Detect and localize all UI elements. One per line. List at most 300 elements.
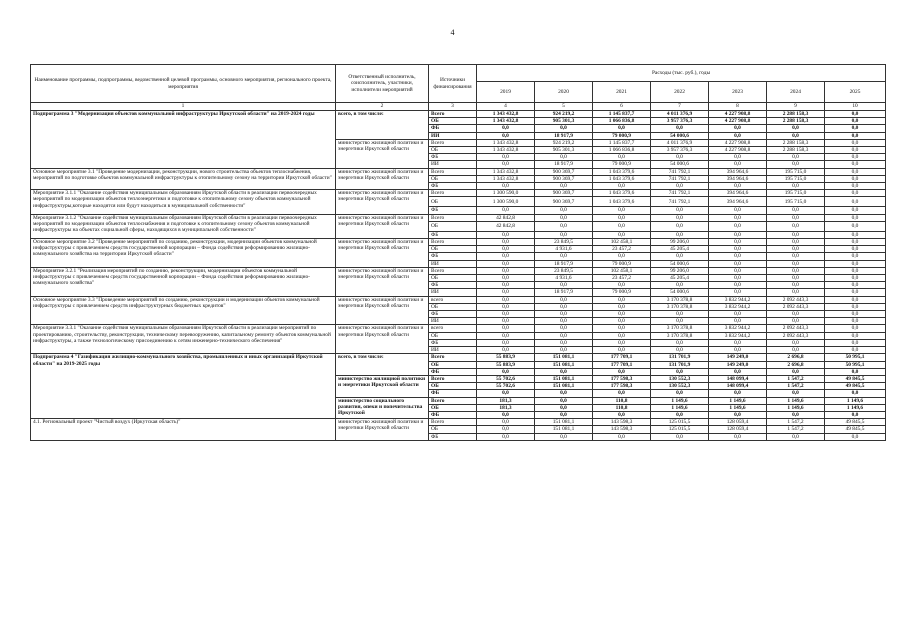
executor-name: всего, в том числе:: [336, 354, 429, 376]
expense-value: 0,0: [477, 246, 535, 253]
executor-name: министерство жилищной политики и энергетики Иркутской области: [336, 239, 429, 268]
expense-value: 1 300 590,0: [477, 190, 535, 197]
expense-value: 2 696,8: [767, 361, 825, 368]
expense-value: 905 301,3: [535, 118, 593, 125]
expense-value: 0,0: [709, 267, 767, 274]
expense-value: 128 059,4: [709, 419, 767, 426]
expense-value: 0,0: [477, 390, 535, 397]
expense-value: 1 066 836,8: [593, 147, 651, 154]
executor-name: министерство жилищной политики и энергетики Иркутской области: [336, 375, 429, 397]
expense-value: 102 458,1: [593, 267, 651, 274]
funding-source: ОБ: [429, 383, 477, 390]
expense-value: 900 369,7: [535, 190, 593, 197]
table-row: [31, 354, 886, 361]
expense-value: 0,0: [651, 125, 709, 132]
funding-source: ФБ: [429, 154, 477, 161]
column-number: 8: [709, 103, 767, 111]
expense-value: 3 957 376,3: [651, 147, 709, 154]
funding-source: Всего: [429, 375, 477, 382]
expense-value: 0,0: [651, 282, 709, 289]
expense-value: 0,0: [709, 289, 767, 296]
expense-value: 0,0: [593, 183, 651, 190]
expense-value: 1 149,6: [825, 404, 886, 411]
expense-value: 0,0: [535, 325, 593, 332]
expense-value: 0,0: [825, 190, 886, 197]
expense-value: 3 832 944,2: [709, 325, 767, 332]
expense-value: 0,0: [651, 339, 709, 346]
expense-value: 900 369,7: [535, 168, 593, 175]
expense-value: 0,0: [535, 339, 593, 346]
expense-value: 2 288 158,3: [767, 147, 825, 154]
funding-source: ФБ: [429, 390, 477, 397]
expense-value: 0,0: [535, 404, 593, 411]
expense-value: 0,0: [593, 411, 651, 418]
expense-value: 0,0: [477, 207, 535, 214]
funding-source: ФБ: [429, 183, 477, 190]
program-name: Подпрограмма 4 "Газификация жилищно-коммунального хозяйства, промышленных и иных организаций Иркутской области" на 2019-2025 годы: [31, 354, 336, 419]
expense-value: 49 845,5: [825, 419, 886, 426]
header-year: 2024: [767, 82, 825, 103]
expense-value: 0,0: [477, 161, 535, 168]
expense-value: 177 598,3: [593, 383, 651, 390]
funding-source: ИИ: [429, 161, 477, 168]
expense-value: 54 000,6: [651, 289, 709, 296]
expense-value: 0,0: [651, 368, 709, 375]
expense-value: 0,0: [593, 390, 651, 397]
executor-name: министерство жилищной политики и энергетики Иркутской области: [336, 325, 429, 354]
expense-value: 0,0: [477, 339, 535, 346]
expense-value: 4 227 908,8: [709, 139, 767, 146]
expense-value: 79 000,9: [593, 260, 651, 267]
expense-value: 0,0: [709, 368, 767, 375]
expense-value: 23 849,5: [535, 267, 593, 274]
expense-value: 0,0: [709, 246, 767, 253]
column-number: 5: [535, 103, 593, 111]
funding-source: ОБ: [429, 303, 477, 310]
expense-value: 3 957 376,3: [651, 118, 709, 125]
expense-value: 4 227 908,8: [709, 147, 767, 154]
expense-value: 23 457,2: [593, 246, 651, 253]
expense-value: 0,0: [709, 214, 767, 221]
expense-value: 0,0: [709, 183, 767, 190]
expense-value: 0,0: [825, 411, 886, 418]
program-name: Подпрограмма 3 "Модернизация объектов коммунальной инфраструктуры Иркутской области" на 2019-2024 годы: [31, 111, 336, 169]
expense-value: 0,0: [709, 231, 767, 238]
expense-value: 3 170 378,8: [651, 325, 709, 332]
expense-value: 3 170 378,8: [651, 303, 709, 310]
expense-value: 1 043 379,6: [593, 197, 651, 207]
funding-source: ФБ: [429, 207, 477, 214]
expense-value: 0,0: [767, 275, 825, 282]
expense-value: 42 842,8: [477, 214, 535, 221]
expense-value: 0,0: [767, 318, 825, 325]
funding-source: Всего: [429, 139, 477, 146]
expense-value: 924 219,2: [535, 111, 593, 118]
funding-source: Всего: [429, 419, 477, 426]
expense-value: 0,0: [651, 253, 709, 260]
expense-value: 1 547,2: [767, 426, 825, 433]
expense-value: 2 092 443,3: [767, 332, 825, 339]
expense-value: 0,0: [477, 296, 535, 303]
expense-value: 0,0: [535, 390, 593, 397]
funding-source: ОБ: [429, 404, 477, 411]
expense-value: 1 547,2: [767, 375, 825, 382]
expense-value: 0,0: [477, 303, 535, 310]
executor-name: министерство жилищной политики и энергетики Иркутской области: [336, 139, 429, 168]
expense-value: 0,0: [593, 325, 651, 332]
funding-source: Всего: [429, 168, 477, 175]
funding-source: ФБ: [429, 368, 477, 375]
table-row: [31, 111, 886, 118]
program-name: Мероприятие 3.3.1 "Оказание содействия муниципальным образованиям Иркутской области в реализации мероприятий по проектированию, строительству, реконструкции, техническому перевооружению, капитальному ремонту объектов коммунальной инфраструктуры, а также технологическому присоединению к сетям инженерно-технического обеспечения": [31, 325, 336, 354]
expense-value: 131 701,9: [651, 361, 709, 368]
expense-value: 4 011 376,9: [651, 139, 709, 146]
table-row: [31, 419, 886, 426]
expense-value: 49 845,5: [825, 383, 886, 390]
expense-value: 0,0: [767, 411, 825, 418]
funding-source: ФБ: [429, 433, 477, 440]
expense-value: 195 715,0: [767, 175, 825, 182]
expense-value: 143 598,3: [593, 419, 651, 426]
expense-value: 0,0: [825, 390, 886, 397]
expense-value: 0,0: [767, 390, 825, 397]
expense-value: 3 832 944,2: [709, 303, 767, 310]
page-number: 4: [450, 28, 455, 37]
expense-value: 0,0: [477, 239, 535, 246]
program-name: Мероприятие 3.1.1 "Оказание содействия муниципальным образованиям Иркутской области в реализации первоочередных мероприятий по модернизации объектов теплоэнергетики и подготовке к отопительному сезону объектов коммунальной инфраструктуры,которые находятся или будут находиться в муниципальной собственности": [31, 190, 336, 214]
expense-value: 0,0: [825, 347, 886, 354]
expense-value: 0,0: [651, 311, 709, 318]
header-name: Наименование программы, подпрограммы, ведомственной целевой программы, основного мероприятия, регионального проекта, мероприятия: [31, 65, 336, 103]
expense-value: 0,0: [825, 253, 886, 260]
expense-value: 0,0: [477, 267, 535, 274]
expense-value: 49 845,5: [825, 426, 886, 433]
funding-source: ОБ: [429, 275, 477, 282]
expense-value: 0,0: [593, 303, 651, 310]
expense-value: 0,0: [477, 231, 535, 238]
funding-source: ФБ: [429, 282, 477, 289]
expense-value: 394 964,6: [709, 168, 767, 175]
funding-source: ФБ: [429, 231, 477, 238]
expense-value: 195 715,0: [767, 190, 825, 197]
expense-value: 0,0: [709, 390, 767, 397]
expense-value: 0,0: [535, 253, 593, 260]
expense-value: 23 849,5: [535, 239, 593, 246]
expense-value: 0,0: [709, 318, 767, 325]
expense-value: 151 081,1: [535, 361, 593, 368]
expense-value: 1 149,6: [709, 397, 767, 404]
expense-value: 0,0: [825, 325, 886, 332]
expense-value: 0,0: [709, 253, 767, 260]
expense-value: 0,0: [767, 246, 825, 253]
expense-value: 0,0: [825, 147, 886, 154]
expense-value: 151 081,1: [535, 426, 593, 433]
expense-value: 394 964,6: [709, 190, 767, 197]
expense-value: 0,0: [825, 246, 886, 253]
expense-value: 177 598,3: [593, 375, 651, 382]
expense-value: 0,0: [825, 303, 886, 310]
expense-value: 151 081,1: [535, 354, 593, 361]
expense-value: 0,0: [477, 253, 535, 260]
expense-value: 0,0: [709, 339, 767, 346]
expense-value: 0,0: [593, 296, 651, 303]
expense-value: 1 343 432,8: [477, 111, 535, 118]
expense-value: 2 288 158,3: [767, 118, 825, 125]
expense-value: 18 917,9: [535, 260, 593, 267]
expense-value: 741 792,1: [651, 175, 709, 182]
expense-value: 0,0: [825, 132, 886, 139]
expense-value: 0,0: [593, 339, 651, 346]
expense-value: 0,0: [593, 154, 651, 161]
expense-value: 148 099,4: [709, 375, 767, 382]
funding-source: ОБ: [429, 197, 477, 207]
funding-source: Всего: [429, 214, 477, 221]
expense-value: 0,0: [535, 125, 593, 132]
expense-value: 741 792,1: [651, 197, 709, 207]
expense-value: 0,0: [477, 332, 535, 339]
funding-source: ОБ: [429, 221, 477, 231]
funding-source: Всего: [429, 111, 477, 118]
expense-value: 0,0: [825, 111, 886, 118]
expense-value: 1 343 432,8: [477, 118, 535, 125]
expense-value: 0,0: [535, 303, 593, 310]
expense-value: 0,0: [709, 207, 767, 214]
expense-value: 0,0: [825, 339, 886, 346]
expense-value: 0,0: [767, 433, 825, 440]
expense-value: 54 000,6: [651, 161, 709, 168]
program-name: Мероприятие 3.2.1 "Реализация мероприятий по созданию, реконструкции, модернизации объектов коммунальной инфраструктуры с привлечением средств государственной корпорации – Фонда содействия реформированию жилищно-коммунального хозяйства": [31, 267, 336, 296]
expense-value: 54 000,6: [651, 260, 709, 267]
expense-value: 0,0: [767, 282, 825, 289]
header-year: 2021: [593, 82, 651, 103]
header-year: 2019: [477, 82, 535, 103]
table-row: [31, 214, 886, 221]
expense-value: 0,0: [535, 154, 593, 161]
expense-value: 3 170 378,8: [651, 332, 709, 339]
expense-value: 4 931,6: [535, 246, 593, 253]
column-number: 3: [429, 103, 477, 111]
expense-value: 0,0: [825, 139, 886, 146]
expense-value: 177 709,1: [593, 354, 651, 361]
expense-value: 0,0: [535, 221, 593, 231]
column-number: 2: [336, 103, 429, 111]
funding-source: ОБ: [429, 332, 477, 339]
expense-value: 1 043 379,6: [593, 175, 651, 182]
expense-value: 0,0: [477, 125, 535, 132]
funding-source: Всего: [429, 239, 477, 246]
expense-value: 181,3: [477, 404, 535, 411]
expense-value: 0,0: [825, 207, 886, 214]
expense-value: 0,0: [477, 325, 535, 332]
expense-value: 3 170 378,8: [651, 296, 709, 303]
expense-value: 741 792,1: [651, 168, 709, 175]
expense-value: 55 883,9: [477, 354, 535, 361]
funding-source: ОБ: [429, 175, 477, 182]
funding-source: ИИ: [429, 347, 477, 354]
expense-value: 45 205,4: [651, 246, 709, 253]
expense-value: 0,0: [535, 214, 593, 221]
expense-value: 0,0: [709, 239, 767, 246]
expense-value: 0,0: [593, 318, 651, 325]
expense-value: 0,0: [535, 318, 593, 325]
expense-value: 0,0: [825, 239, 886, 246]
funding-source: ОБ: [429, 118, 477, 125]
executor-name: всего, в том числе:: [336, 111, 429, 140]
expense-value: 0,0: [593, 214, 651, 221]
expense-value: 0,0: [651, 347, 709, 354]
expense-value: 18 917,9: [535, 289, 593, 296]
expense-value: 149 249,0: [709, 361, 767, 368]
expense-value: 0,0: [651, 433, 709, 440]
expense-value: 2 092 443,3: [767, 303, 825, 310]
expense-value: 0,0: [477, 426, 535, 433]
expense-value: 0,0: [825, 311, 886, 318]
expense-value: 1 547,2: [767, 419, 825, 426]
funding-source: ФБ: [429, 339, 477, 346]
funding-source: ИИ: [429, 132, 477, 139]
expense-value: 0,0: [709, 347, 767, 354]
expense-value: 55 883,9: [477, 361, 535, 368]
expense-value: 0,0: [651, 214, 709, 221]
expense-value: 0,0: [535, 332, 593, 339]
funding-source: Всего: [429, 397, 477, 404]
expense-value: 45 205,4: [651, 275, 709, 282]
expense-value: 0,0: [825, 260, 886, 267]
expense-value: 0,0: [767, 161, 825, 168]
expense-value: 0,0: [709, 282, 767, 289]
expense-value: 0,0: [535, 207, 593, 214]
expense-value: 0,0: [709, 433, 767, 440]
expense-value: 0,0: [825, 282, 886, 289]
executor-name: министерство жилищной политики и энергетики Иркутской области: [336, 168, 429, 190]
expense-value: 0,0: [767, 125, 825, 132]
funding-source: ОБ: [429, 246, 477, 253]
expense-value: 0,0: [593, 347, 651, 354]
table-row: [31, 190, 886, 197]
table-row: [31, 168, 886, 175]
expense-value: 1 145 837,7: [593, 139, 651, 146]
column-number: 9: [767, 103, 825, 111]
expense-value: 0,0: [709, 260, 767, 267]
expense-value: 0,0: [767, 239, 825, 246]
expense-value: 149 249,0: [709, 354, 767, 361]
expense-value: 4 011 376,9: [651, 111, 709, 118]
expense-value: 0,0: [767, 368, 825, 375]
expense-value: 0,0: [825, 433, 886, 440]
expense-value: 0,0: [825, 296, 886, 303]
column-number: 7: [651, 103, 709, 111]
header-year: 2025: [825, 82, 886, 103]
expense-value: 177 709,1: [593, 361, 651, 368]
expense-value: 102 458,1: [593, 239, 651, 246]
expense-value: 0,0: [767, 260, 825, 267]
expense-value: 0,0: [825, 267, 886, 274]
expense-value: 0,0: [825, 161, 886, 168]
expense-value: 151 081,1: [535, 375, 593, 382]
funding-source: всего: [429, 325, 477, 332]
expense-value: 0,0: [593, 125, 651, 132]
expense-value: 110,8: [593, 397, 651, 404]
expense-value: 0,0: [709, 311, 767, 318]
expense-value: 0,0: [709, 161, 767, 168]
funding-source: ИИ: [429, 318, 477, 325]
funding-source: ИИ: [429, 260, 477, 267]
column-number: 1: [31, 103, 336, 111]
funding-source: ФБ: [429, 253, 477, 260]
expense-value: 0,0: [767, 183, 825, 190]
expense-value: 0,0: [477, 368, 535, 375]
expense-value: 1 066 836,8: [593, 118, 651, 125]
program-name: Мероприятие 3.1.2 "Оказание содействия муниципальным образованиям Иркутской области в реализации первоочередных мероприятий по модернизации объектов теплоснабжения и подготовке к отопительному сезону объектов коммунальной инфраструктуры на объектах социальной сферы, находящихся в муниципальной собственности": [31, 214, 336, 238]
expense-value: 0,0: [651, 183, 709, 190]
expense-value: 0,0: [709, 275, 767, 282]
expense-value: 54 000,6: [651, 132, 709, 139]
expense-value: 0,0: [709, 125, 767, 132]
expense-value: 0,0: [767, 154, 825, 161]
expense-value: 0,0: [825, 183, 886, 190]
program-name: 4.1. Региональный проект "Чистый воздух (Иркутская область)": [31, 419, 336, 441]
expense-value: 128 059,4: [709, 426, 767, 433]
funding-source: ОБ: [429, 361, 477, 368]
expense-value: 1 149,6: [709, 404, 767, 411]
expense-value: 0,0: [651, 411, 709, 418]
expense-value: 0,0: [593, 253, 651, 260]
expense-value: 0,0: [593, 231, 651, 238]
expense-value: 0,0: [825, 214, 886, 221]
expense-value: 0,0: [535, 411, 593, 418]
funding-source: ОБ: [429, 426, 477, 433]
expense-value: 195 715,0: [767, 197, 825, 207]
expense-value: 900 369,7: [535, 197, 593, 207]
column-number: 4: [477, 103, 535, 111]
funding-source: ФБ: [429, 411, 477, 418]
program-name: Основное мероприятие 3.2 "Проведение мероприятий по созданию, реконструкции, модернизации объектов коммунальной инфраструктуры с привлечением средств государственной корпорации – Фонда содействия реформированию жилищно-коммунального хозяйства на территории Иркутской области": [31, 239, 336, 268]
expense-value: 0,0: [651, 207, 709, 214]
expense-value: 3 832 944,2: [709, 332, 767, 339]
executor-name: министерство жилищной политики и энергетики Иркутской области: [336, 296, 429, 325]
expense-value: 0,0: [825, 175, 886, 182]
table-row: [31, 325, 886, 332]
expense-value: 0,0: [593, 311, 651, 318]
expense-value: 0,0: [477, 433, 535, 440]
header-executor: Ответственный исполнитель, соисполнитель, участники, исполнители мероприятий: [336, 65, 429, 103]
expense-value: 151 081,1: [535, 419, 593, 426]
program-name: Основное мероприятие 3.3 "Проведение мероприятий по созданию, реконструкции и модернизации объектов коммунальной инфраструктуры с привлечением средств инфраструктурных бюджетных кредитов": [31, 296, 336, 325]
expense-value: 50 995,1: [825, 361, 886, 368]
expense-value: 1 547,2: [767, 383, 825, 390]
expense-value: 0,0: [593, 221, 651, 231]
expense-value: 0,0: [477, 275, 535, 282]
expense-value: 0,0: [477, 347, 535, 354]
header-expenses: Расходы (тыс. руб.), годы: [477, 65, 886, 82]
expense-value: 1 149,6: [651, 397, 709, 404]
funding-source: ИИ: [429, 289, 477, 296]
expense-value: 905 301,3: [535, 147, 593, 154]
expense-value: 0,0: [709, 221, 767, 231]
expense-value: 0,0: [535, 368, 593, 375]
expense-value: 4 931,6: [535, 275, 593, 282]
table-row: [31, 239, 886, 246]
expense-value: 1 149,6: [825, 397, 886, 404]
expense-value: 1 300 590,0: [477, 197, 535, 207]
expense-value: 0,0: [709, 411, 767, 418]
expense-value: 0,0: [709, 132, 767, 139]
expense-value: 0,0: [477, 154, 535, 161]
expense-value: 18 917,9: [535, 132, 593, 139]
expense-value: 0,0: [535, 282, 593, 289]
expense-value: 1 149,6: [651, 404, 709, 411]
program-name: Основное мероприятие 3.1 "Проведение модернизации, реконструкции, нового строительства объектов теплоснабжения, мероприятий по подготовке объектов коммунальной инфраструктуры к отопительному сезону на территории Иркутской области": [31, 168, 336, 190]
